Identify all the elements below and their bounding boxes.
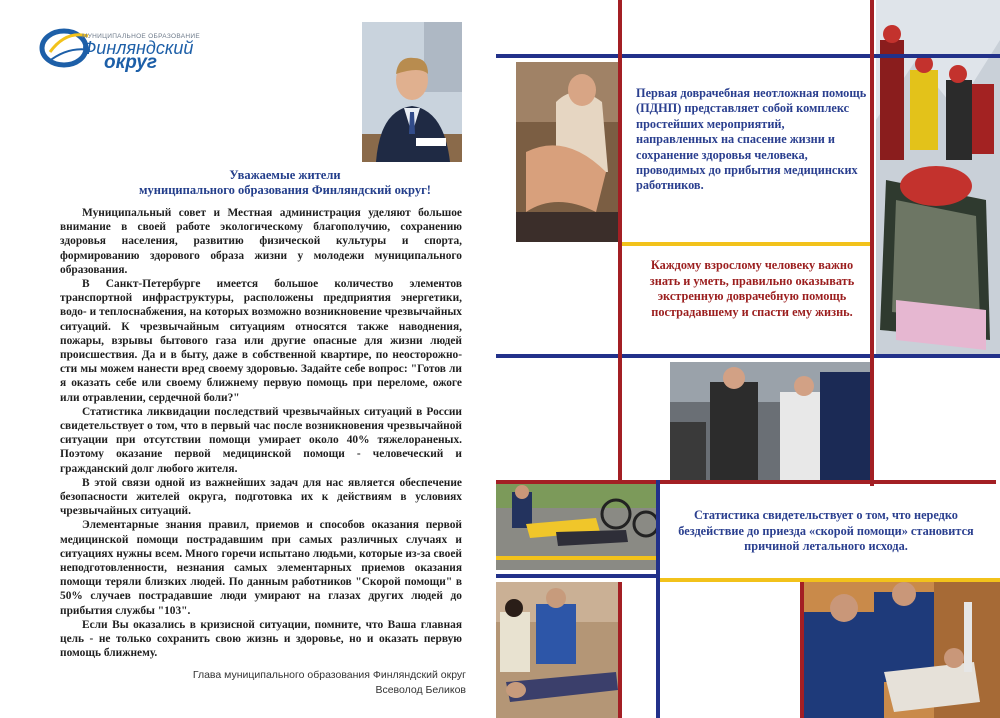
inaction-statistics-text: Статистика свидетельствует о том, что нередко бездействие до приезда «скорой помощи» становится причиной летального исхода. — [678, 508, 974, 554]
crowd-helping-victim-photo — [670, 362, 870, 480]
frame-bar-blue — [496, 54, 1000, 58]
greeting-line2: муниципального образования Финляндский округ! — [139, 183, 431, 197]
head-portrait-photo — [362, 22, 462, 162]
frame-bar-red — [870, 0, 874, 486]
logo-subtitle: МУНИЦИПАЛЬНОЕ ОБРАЗОВАНИЕ — [82, 33, 201, 40]
letter-paragraph: Муниципальный совет и Местная администрация уделяют большое внимание в своей работе экологическому благополучию, сохранению здоровья населения, развитию физической культуры и спорта, формированию здорового образа жизни у молодежи муниципального образования. — [60, 207, 462, 276]
frame-bar-blue — [496, 354, 1000, 358]
frame-bar-red — [496, 480, 996, 484]
signature — [160, 668, 466, 698]
letter-paragraph: В этой связи одной из важнейших задач для нас является обеспечение безопасности жителей округа, подготовка их к действиям в условиях чрезвычайных ситуаций. — [60, 476, 462, 518]
frame-bar-red — [618, 0, 622, 480]
signature-name: Всеволод Беликов — [375, 684, 466, 696]
frame-bar-yellow — [658, 578, 1000, 582]
frame-bar-red — [618, 582, 622, 718]
frame-bar-yellow — [496, 556, 658, 560]
letter-body — [60, 206, 462, 661]
greeting-heading — [60, 168, 510, 198]
letter-paragraph: Элементарные знания правил, приемов и способов оказания первой медицинской помощи пострадавшим при самых различных случаях и ситуациях нужны всем. Много горечи испытано людьми, которые из-за своей неподготовленности, незнания самых элементарных приемов оказания помощи теряли близких людей. По данным работников "Скорой помощи" в 50% случаев пострадавшие люди умирают на глазах других людей до прибытия службы "103". — [60, 519, 462, 617]
first-aid-back-massage-photo — [516, 62, 620, 242]
greeting-line1: Уважаемые жители — [229, 168, 341, 182]
first-aid-importance-text: Каждому взрослому человеку важно знать и уметь, правильно оказывать экстренную доврачебную помощь пострадавшему и спасти ему жизнь. — [649, 258, 855, 319]
frame-bar-blue — [496, 574, 660, 578]
paramedics-treating-patient-photo — [804, 582, 1000, 718]
logo-name-line2: округ — [104, 52, 158, 73]
logo-name-line1: Финляндский — [82, 38, 194, 58]
letter-paragraph: В Санкт-Петербурге имеется большое количество элементов транспортной инфраструктуры, расположены предприятия энергетики, водо- и теплоснабжения, на которых возможно возникновение чрезвычайных ситуаций. К чрезвычайным ситуациям относятся также наводнения, пожары, взрывы бытового газа или другие опасные для жизни людей происшествия. Да и в быту, даже в собственной квартире, по неосторожно-сти мы можем нанести вред своему здоровью. Задайте себе вопрос: "Готов ли я оказать себе или своему ближнему первую помощь при переломе, ожоге или отравлении, сердечной боли?" — [60, 278, 462, 404]
frame-bar-blue — [656, 480, 660, 718]
first-aid-definition-text: Первая доврачебная неотложная помощь (ПДНП) представляет собой комплекс простейших мероприятий, направленных на спасение жизни и сохранение здоровья человека, проводимых до прибытия медицинских работников. — [636, 86, 867, 193]
street-first-aid-photo — [496, 582, 622, 718]
letter-paragraph: Если Вы оказались в кризисной ситуации, помните, что Ваша главная цель - не только сохранить свою жизнь и здоровье, но и оказать первую помощь ближнему. — [60, 618, 462, 660]
letter-paragraph: Статистика ликвидации последствий чрезвычайных ситуаций в России свидетельствует о том, что в первый час после возникновения чрезвычайной ситуации при отсутствии помощи умирает около 40% тяжелораненых. Поэтому оказание первой медицинской помощи - человеческий и гражданский долг любого жителя. — [60, 405, 462, 475]
frame-bar-red — [800, 582, 804, 718]
frame-bar-yellow — [620, 242, 874, 246]
signature-role: Глава муниципального образования Финляндский округ — [192, 669, 466, 681]
